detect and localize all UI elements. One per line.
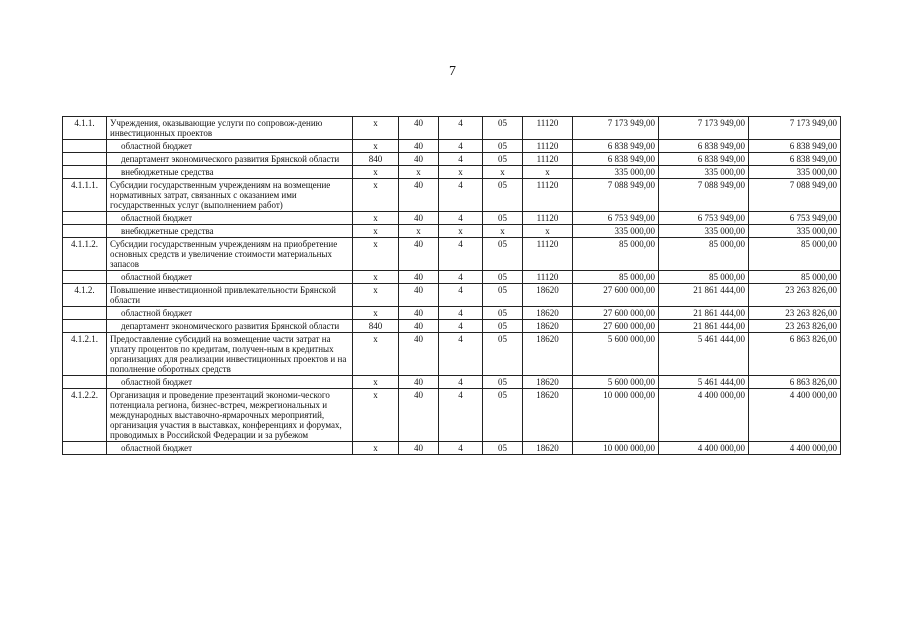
amount-year3-cell: 335 000,00	[749, 166, 841, 179]
table-row	[63, 320, 841, 333]
program-code-cell: 05	[483, 389, 523, 442]
row-name-cell: Учреждения, оказывающие услуги по сопровож-дению инвестиционных проектов	[107, 117, 353, 140]
subsection-code-cell: 4	[439, 212, 483, 225]
table-row	[63, 442, 841, 455]
row-name-cell: областной бюджет	[107, 140, 353, 153]
row-number-cell	[63, 166, 107, 179]
amount-year1-cell: 5 600 000,00	[573, 376, 659, 389]
program-code-cell: 05	[483, 153, 523, 166]
subsection-code-cell: 4	[439, 238, 483, 271]
admin-code-cell: х	[353, 140, 399, 153]
table-row	[63, 271, 841, 284]
row-number-cell: 4.1.2.	[63, 284, 107, 307]
subsection-code-cell: 4	[439, 442, 483, 455]
subsection-code-cell: 4	[439, 153, 483, 166]
table-row	[63, 179, 841, 212]
amount-year2-cell: 4 400 000,00	[659, 442, 749, 455]
row-number-cell	[63, 140, 107, 153]
admin-code-cell: х	[353, 212, 399, 225]
subsection-code-cell: 4	[439, 140, 483, 153]
amount-year3-cell: 6 838 949,00	[749, 153, 841, 166]
admin-code-cell: х	[353, 389, 399, 442]
row-name-cell: областной бюджет	[107, 376, 353, 389]
direction-code-cell: х	[523, 225, 573, 238]
amount-year3-cell: 7 173 949,00	[749, 117, 841, 140]
table-row	[63, 284, 841, 307]
row-number-cell: 4.1.1.1.	[63, 179, 107, 212]
direction-code-cell: 11120	[523, 140, 573, 153]
amount-year3-cell: 335 000,00	[749, 225, 841, 238]
amount-year2-cell: 335 000,00	[659, 225, 749, 238]
program-code-cell: х	[483, 166, 523, 179]
subsection-code-cell: 4	[439, 333, 483, 376]
row-name-cell: областной бюджет	[107, 212, 353, 225]
section-code-cell: 40	[399, 140, 439, 153]
row-name-cell: Субсидии государственным учреждениям на приобретение основных средств и увеличение стоимости материальных запасов	[107, 238, 353, 271]
amount-year1-cell: 10 000 000,00	[573, 389, 659, 442]
table-row	[63, 238, 841, 271]
amount-year1-cell: 6 838 949,00	[573, 153, 659, 166]
amount-year2-cell: 85 000,00	[659, 238, 749, 271]
subsection-code-cell: 4	[439, 320, 483, 333]
table-row	[63, 307, 841, 320]
amount-year2-cell: 21 861 444,00	[659, 320, 749, 333]
section-code-cell: 40	[399, 389, 439, 442]
amount-year1-cell: 27 600 000,00	[573, 284, 659, 307]
section-code-cell: 40	[399, 376, 439, 389]
admin-code-cell: 840	[353, 320, 399, 333]
direction-code-cell: 11120	[523, 271, 573, 284]
program-code-cell: 05	[483, 140, 523, 153]
row-number-cell	[63, 376, 107, 389]
section-code-cell: 40	[399, 212, 439, 225]
direction-code-cell: х	[523, 166, 573, 179]
admin-code-cell: 840	[353, 153, 399, 166]
amount-year2-cell: 85 000,00	[659, 271, 749, 284]
subsection-code-cell: 4	[439, 179, 483, 212]
direction-code-cell: 11120	[523, 212, 573, 225]
program-code-cell: 05	[483, 442, 523, 455]
amount-year2-cell: 21 861 444,00	[659, 307, 749, 320]
admin-code-cell: х	[353, 333, 399, 376]
subsection-code-cell: 4	[439, 284, 483, 307]
direction-code-cell: 11120	[523, 238, 573, 271]
direction-code-cell: 18620	[523, 320, 573, 333]
subsection-code-cell: 4	[439, 271, 483, 284]
admin-code-cell: х	[353, 166, 399, 179]
program-code-cell: 05	[483, 212, 523, 225]
table-row	[63, 153, 841, 166]
direction-code-cell: 18620	[523, 307, 573, 320]
row-number-cell: 4.1.1.2.	[63, 238, 107, 271]
admin-code-cell: х	[353, 307, 399, 320]
row-name-cell: областной бюджет	[107, 271, 353, 284]
budget-table	[62, 116, 841, 455]
program-code-cell: 05	[483, 320, 523, 333]
amount-year2-cell: 4 400 000,00	[659, 389, 749, 442]
row-name-cell: департамент экономического развития Брянской области	[107, 153, 353, 166]
amount-year3-cell: 4 400 000,00	[749, 389, 841, 442]
amount-year1-cell: 5 600 000,00	[573, 333, 659, 376]
amount-year3-cell: 6 838 949,00	[749, 140, 841, 153]
amount-year2-cell: 7 088 949,00	[659, 179, 749, 212]
direction-code-cell: 11120	[523, 153, 573, 166]
direction-code-cell: 11120	[523, 117, 573, 140]
direction-code-cell: 18620	[523, 442, 573, 455]
amount-year2-cell: 6 838 949,00	[659, 153, 749, 166]
row-name-cell: Предоставление субсидий на возмещение части затрат на уплату процентов по кредитам, получен-ным в кредитных организациях для реализации инвестиционных проектов и на пополнение оборотных средств	[107, 333, 353, 376]
amount-year2-cell: 335 000,00	[659, 166, 749, 179]
row-name-cell: внебюджетные средства	[107, 225, 353, 238]
direction-code-cell: 18620	[523, 376, 573, 389]
table-row	[63, 140, 841, 153]
section-code-cell: 40	[399, 442, 439, 455]
amount-year2-cell: 6 838 949,00	[659, 140, 749, 153]
program-code-cell: 05	[483, 117, 523, 140]
amount-year3-cell: 6 863 826,00	[749, 333, 841, 376]
amount-year2-cell: 5 461 444,00	[659, 333, 749, 376]
row-number-cell	[63, 225, 107, 238]
amount-year1-cell: 7 088 949,00	[573, 179, 659, 212]
admin-code-cell: х	[353, 271, 399, 284]
row-number-cell	[63, 307, 107, 320]
amount-year1-cell: 85 000,00	[573, 271, 659, 284]
row-number-cell	[63, 320, 107, 333]
admin-code-cell: х	[353, 442, 399, 455]
table-row	[63, 333, 841, 376]
amount-year1-cell: 85 000,00	[573, 238, 659, 271]
amount-year3-cell: 7 088 949,00	[749, 179, 841, 212]
amount-year2-cell: 21 861 444,00	[659, 284, 749, 307]
direction-code-cell: 18620	[523, 284, 573, 307]
amount-year1-cell: 27 600 000,00	[573, 307, 659, 320]
amount-year3-cell: 85 000,00	[749, 271, 841, 284]
section-code-cell: 40	[399, 271, 439, 284]
table-row	[63, 376, 841, 389]
row-name-cell: областной бюджет	[107, 442, 353, 455]
row-name-cell: Субсидии государственным учреждениям на возмещение нормативных затрат, связанных с оказанием ими государственных услуг (выполнением работ)	[107, 179, 353, 212]
amount-year3-cell: 23 263 826,00	[749, 284, 841, 307]
row-name-cell: Повышение инвестиционной привлекательности Брянской области	[107, 284, 353, 307]
section-code-cell: 40	[399, 179, 439, 212]
table-row	[63, 225, 841, 238]
amount-year3-cell: 85 000,00	[749, 238, 841, 271]
table-row	[63, 117, 841, 140]
amount-year1-cell: 335 000,00	[573, 225, 659, 238]
row-number-cell	[63, 212, 107, 225]
subsection-code-cell: х	[439, 166, 483, 179]
program-code-cell: 05	[483, 179, 523, 212]
program-code-cell: 05	[483, 333, 523, 376]
page-number: 7	[449, 64, 456, 79]
section-code-cell: 40	[399, 320, 439, 333]
amount-year1-cell: 10 000 000,00	[573, 442, 659, 455]
table-row	[63, 389, 841, 442]
subsection-code-cell: 4	[439, 117, 483, 140]
amount-year3-cell: 4 400 000,00	[749, 442, 841, 455]
amount-year3-cell: 6 753 949,00	[749, 212, 841, 225]
subsection-code-cell: 4	[439, 307, 483, 320]
subsection-code-cell: х	[439, 225, 483, 238]
section-code-cell: 40	[399, 238, 439, 271]
amount-year2-cell: 6 753 949,00	[659, 212, 749, 225]
section-code-cell: х	[399, 166, 439, 179]
program-code-cell: 05	[483, 376, 523, 389]
table-row	[63, 166, 841, 179]
row-number-cell: 4.1.2.2.	[63, 389, 107, 442]
row-number-cell: 4.1.1.	[63, 117, 107, 140]
amount-year1-cell: 335 000,00	[573, 166, 659, 179]
amount-year3-cell: 23 263 826,00	[749, 307, 841, 320]
section-code-cell: х	[399, 225, 439, 238]
row-number-cell	[63, 271, 107, 284]
row-name-cell: департамент экономического развития Брянской области	[107, 320, 353, 333]
admin-code-cell: х	[353, 376, 399, 389]
direction-code-cell: 18620	[523, 333, 573, 376]
amount-year1-cell: 7 173 949,00	[573, 117, 659, 140]
table-row	[63, 212, 841, 225]
admin-code-cell: х	[353, 179, 399, 212]
program-code-cell: х	[483, 225, 523, 238]
subsection-code-cell: 4	[439, 376, 483, 389]
row-name-cell: Организация и проведение презентаций экономи-ческого потенциала региона, бизнес-встреч, межрегиональных и международных выставочно-ярмарочных мероприятий, организация участия в выставках, конференциях и форумах, проводимых в Российской Федерации и за рубежом	[107, 389, 353, 442]
amount-year3-cell: 6 863 826,00	[749, 376, 841, 389]
direction-code-cell: 11120	[523, 179, 573, 212]
amount-year1-cell: 27 600 000,00	[573, 320, 659, 333]
amount-year1-cell: 6 753 949,00	[573, 212, 659, 225]
admin-code-cell: х	[353, 238, 399, 271]
section-code-cell: 40	[399, 284, 439, 307]
section-code-cell: 40	[399, 333, 439, 376]
admin-code-cell: х	[353, 225, 399, 238]
program-code-cell: 05	[483, 307, 523, 320]
amount-year3-cell: 23 263 826,00	[749, 320, 841, 333]
row-number-cell	[63, 442, 107, 455]
table-body	[63, 117, 841, 455]
amount-year2-cell: 7 173 949,00	[659, 117, 749, 140]
amount-year2-cell: 5 461 444,00	[659, 376, 749, 389]
subsection-code-cell: 4	[439, 389, 483, 442]
section-code-cell: 40	[399, 307, 439, 320]
row-name-cell: областной бюджет	[107, 307, 353, 320]
admin-code-cell: х	[353, 284, 399, 307]
program-code-cell: 05	[483, 271, 523, 284]
program-code-cell: 05	[483, 284, 523, 307]
amount-year1-cell: 6 838 949,00	[573, 140, 659, 153]
direction-code-cell: 18620	[523, 389, 573, 442]
row-name-cell: внебюджетные средства	[107, 166, 353, 179]
row-number-cell: 4.1.2.1.	[63, 333, 107, 376]
row-number-cell	[63, 153, 107, 166]
section-code-cell: 40	[399, 153, 439, 166]
admin-code-cell: х	[353, 117, 399, 140]
section-code-cell: 40	[399, 117, 439, 140]
program-code-cell: 05	[483, 238, 523, 271]
